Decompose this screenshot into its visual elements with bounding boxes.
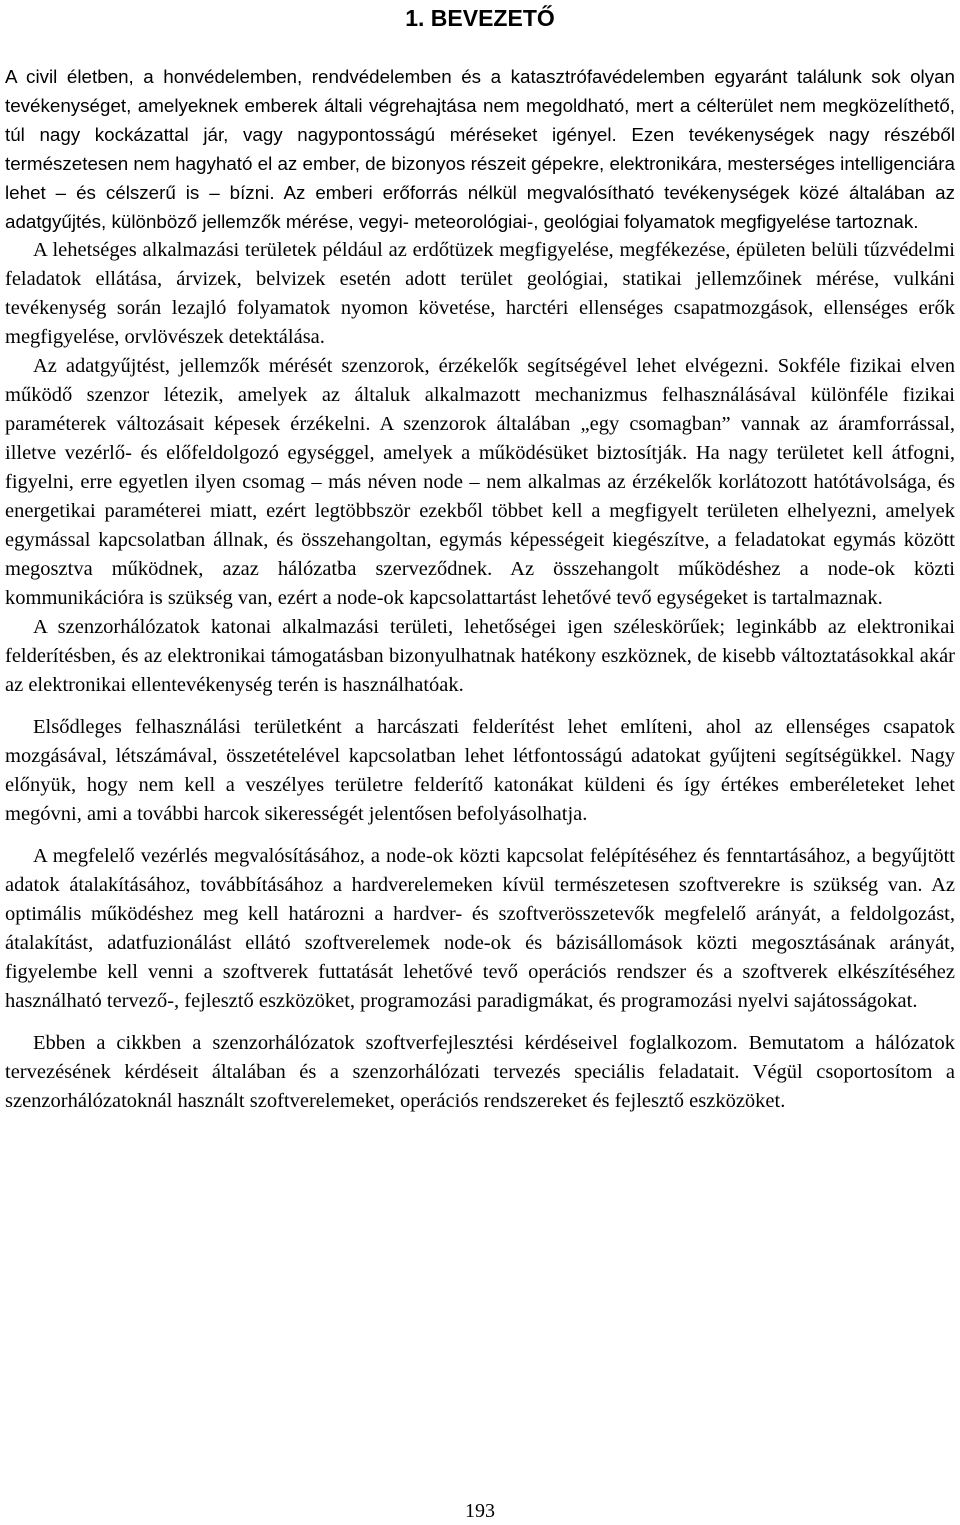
paragraph-application-areas: A lehetséges alkalmazási területek például az erdőtüzek megfigyelése, megfékezése, épületen belüli tűzvédelmi feladatok ellátása, árvizek, belvizek esetén adott terület geológiai, statikai jellemzőinek mérése, vulkáni tevékenység során lezajló folyamatok nyomon követése, harctéri ellenséges csapatmozgások, ellenséges erők megfigyelése, orvlövészek detektálása.: [5, 239, 955, 348]
paragraph-military-use: A szenzorhálózatok katonai alkalmazási területi, lehetőségei igen széleskörűek; leginkább az elektronikai felderítésben, és az elektronikai támogatásban bizonyulhatnak hatékony eszköznek, de kisebb változtatásokkal akár az elektronikai ellentevékenység terén is használhatóak.: [5, 616, 955, 696]
paragraph-software: A megfelelő vezérlés megvalósításához, a node-ok közti kapcsolat felépítéséhez és fenntartásához, a begyűjtött adatok átalakításához, továbbításához a hardverelemeken kívül természetesen szoftverekre is szükség van. Az optimális működéshez meg kell határozni a hardver- és szoftverösszetevők megfelelő arányát, a feldolgozást, átalakítást, adatfuzionálást ellátó szoftverelemek node-ok és bázisállomások közti megosztásának arányát, figyelembe kell venni a szoftverek futtatását lehetővé tevő operációs rendszer és a szoftverek elkészítéséhez használható tervező-, fejlesztő eszközöket, programozási paradigmákat, és programozási nyelvi sajátosságokat.: [5, 845, 955, 1012]
paragraph-sensors: Az adatgyűjtést, jellemzők mérését szenzorok, érzékelők segítségével lehet elvégezni. Sokféle fizikai elven működő szenzor létezik, amelyek az általuk alkalmazott mechanizmus felhasználásával különféle fizikai paraméterek változásait képesek érzékelni. A szenzorok általában „egy csomagban” vannak az áramforrással, illetve vezérlő- és előfeldolgozó egységgel, amelyek a működésüket biztosítják. Ha nagy területet kell átfogni, figyelni, erre egyetlen ilyen csomag – más néven node – nem alkalmas az érzékelők korlátozott hatótávolsága, és energetikai paraméterei miatt, ezért legtöbbször ezekből többet kell a megfigyelt területen elhelyezni, amelyek egymással kapcsolatban állnak, és összehangoltan, egymás képességeit kiegészítve, a feladatokat egymás között megosztva működnek, azaz hálózatba szerveződnek. Az összehangolt működéshez a node-ok közti kommunikációra is szükség van, ezért a node-ok kapcsolattartást lehetővé tevő egységeket is tartalmaznak.: [5, 355, 955, 609]
body-text: [5, 62, 955, 1116]
page-number: 193: [465, 1500, 495, 1522]
section-heading: 1. BEVEZETŐ: [405, 5, 555, 31]
paragraph-intro: A civil életben, a honvédelemben, rendvédelemben és a katasztrófavédelemben egyaránt találunk sok olyan tevékenységet, amelyeknek emberek általi végrehajtása nem megoldható, mert a célterület nem megközelíthető, túl nagy kockázattal jár, vagy nagypontosságú méréseket igényel. Ezen tevékenységek nagy részéből természetesen nem hagyható el az ember, de bizonyos részeit gépekre, elektronikára, mesterséges intelligenciára lehet – és célszerű is – bízni. Az emberi erőforrás nélkül megvalósítható tevékenységek közé általában az adatgyűjtés, különböző jellemzők mérése, vegyi- meteorológiai-, geológiai folyamatok megfigyelése tartoznak.: [5, 66, 956, 232]
paragraph-article-overview: Ebben a cikkben a szenzorhálózatok szoftverfejlesztési kérdéseivel foglalkozom. Bemutatom a hálózatok tervezésének kérdéseit általában és a szenzorhálózati tervezés speciális feladatait. Végül csoportosítom a szenzorhálózatoknál használt szoftverelemeket, operációs rendszereket és fejlesztő eszközöket.: [5, 1032, 955, 1112]
paragraph-reconnaissance: Elsődleges felhasználási területként a harcászati felderítést lehet említeni, ahol az ellenséges csapatok mozgásával, létszámával, összetételével kapcsolatban lehet létfontosságú adatokat gyűjteni segítségükkel. Nagy előnyük, hogy nem kell a veszélyes területre felderítő katonákat küldeni és így értékes emberéleteket lehet megóvni, ami a további harcok sikerességét jelentősen befolyásolhatja.: [5, 716, 955, 825]
